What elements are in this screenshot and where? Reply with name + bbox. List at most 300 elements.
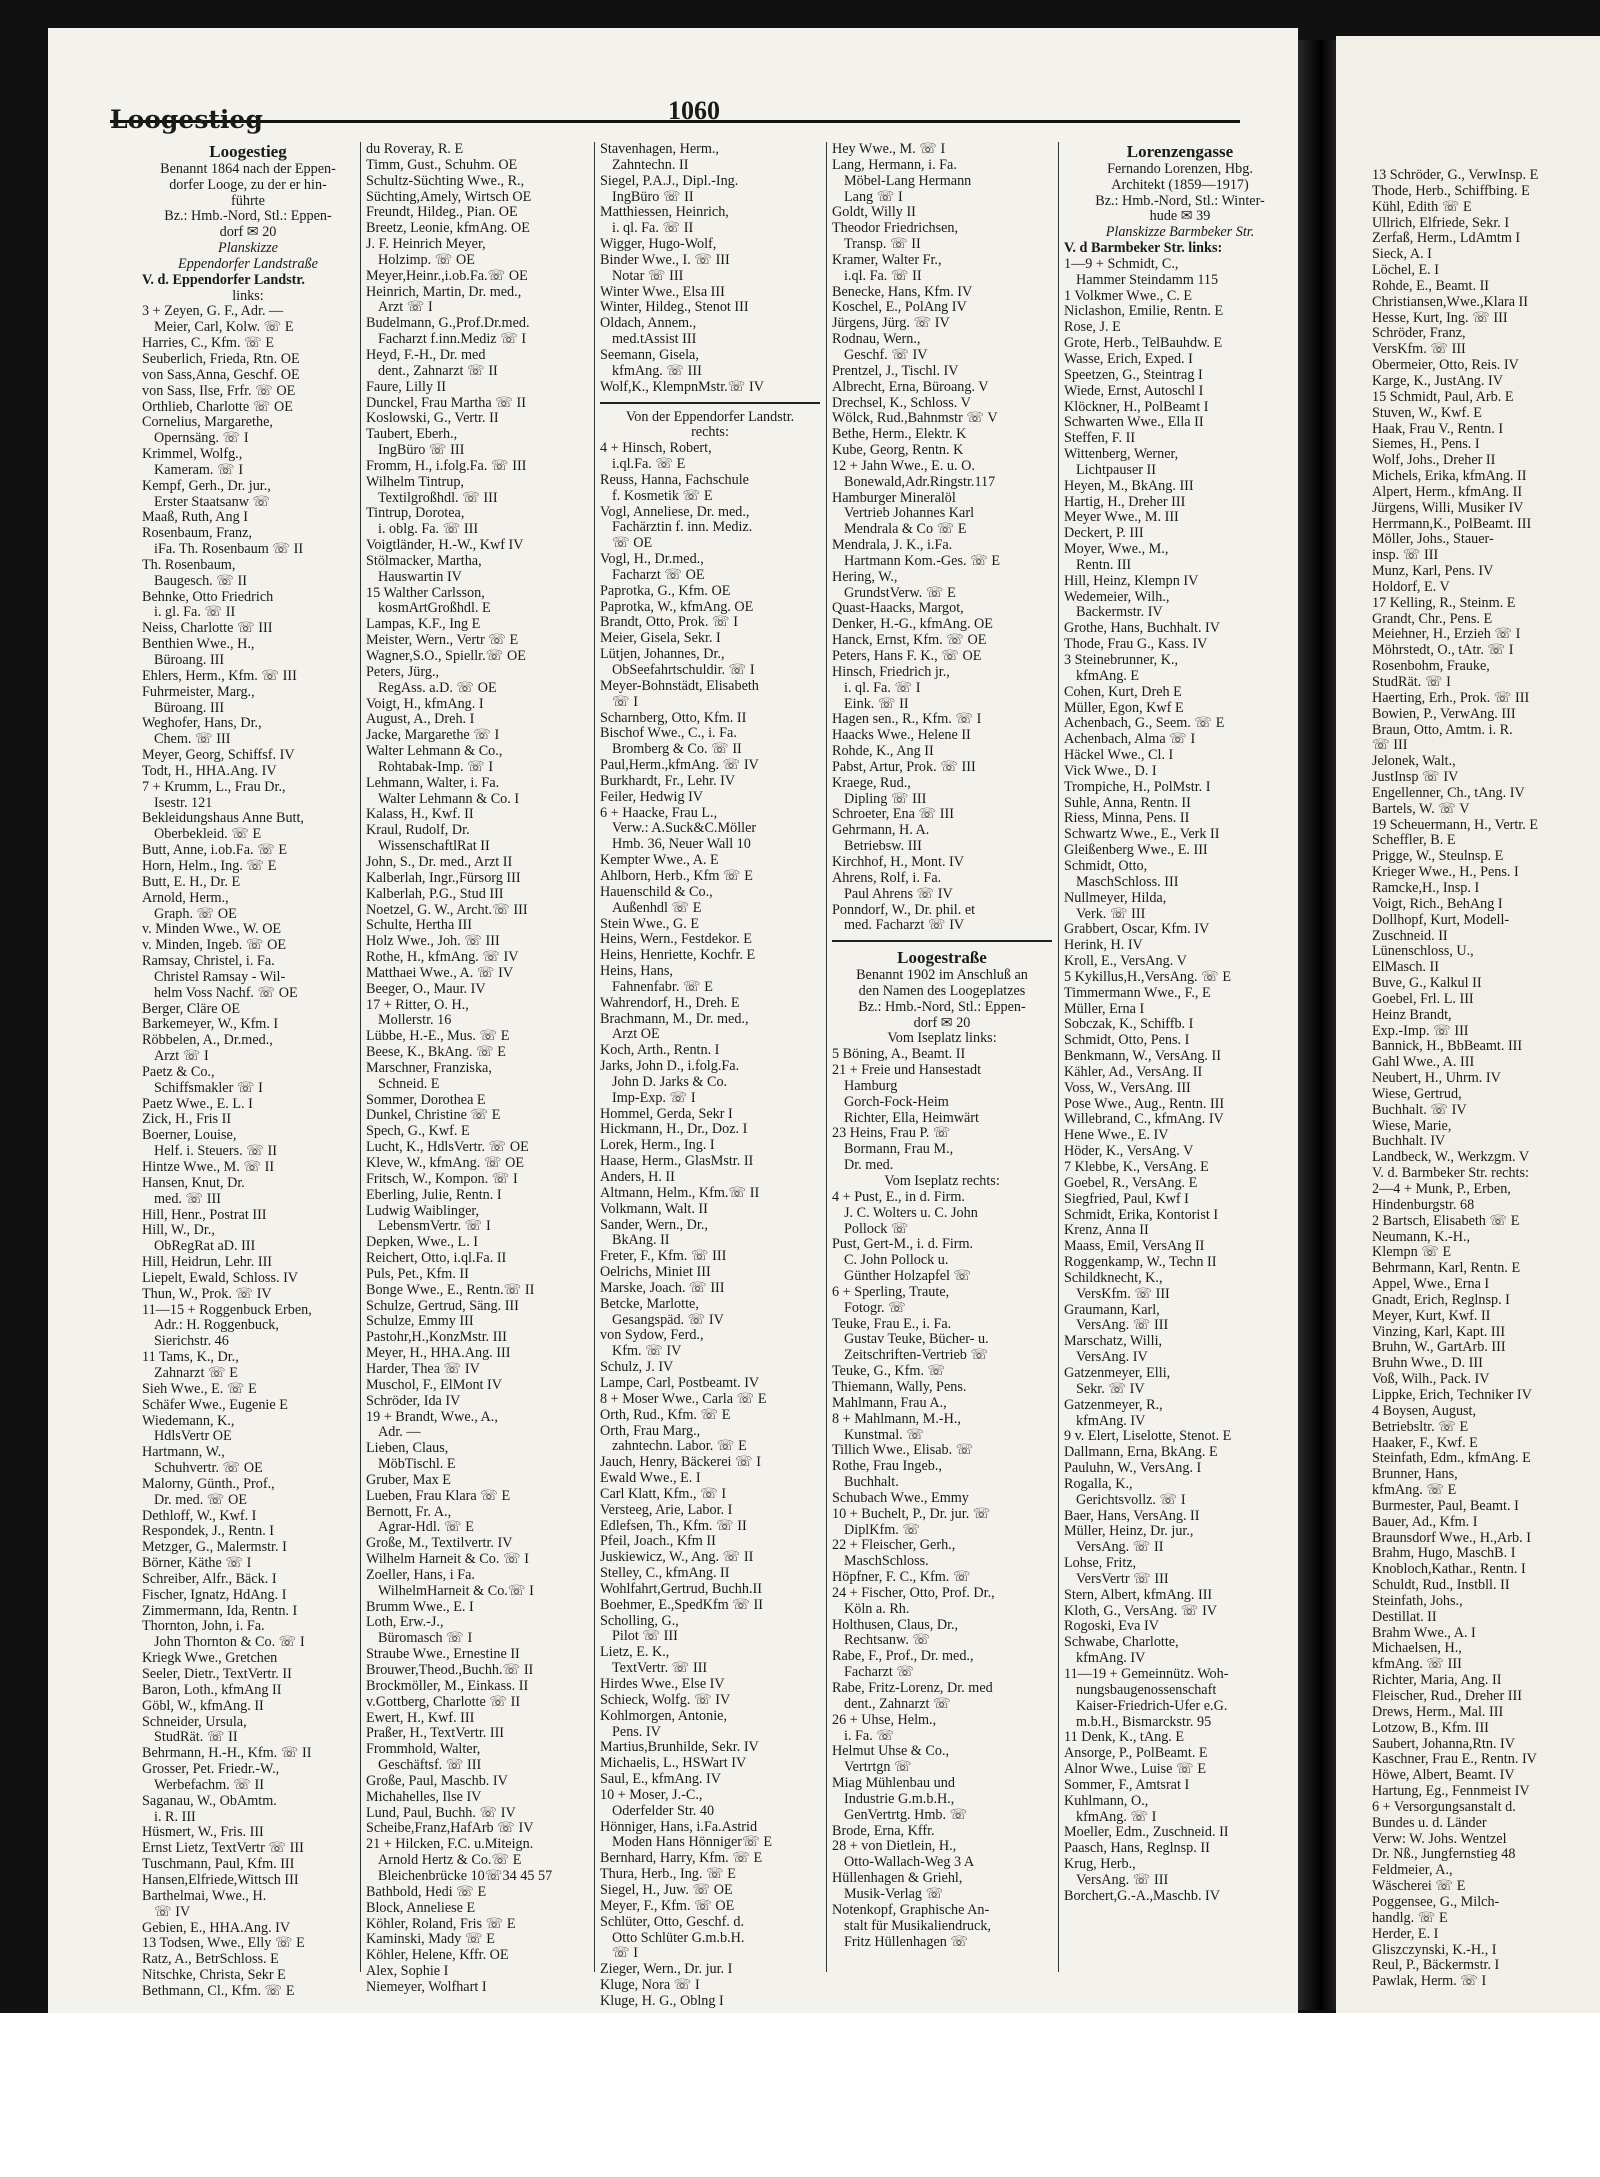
directory-entry: Holdorf, E. V: [1372, 578, 1450, 595]
directory-entry: Martius,Brunhilde, Sekr. IV: [600, 1739, 759, 1756]
directory-entry: Schröder, Ida IV: [366, 1392, 461, 1409]
directory-entry: Kaiser-Friedrich-Ufer e.G.: [1076, 1697, 1228, 1714]
directory-entry: Respondek, J., Rentn. I: [142, 1523, 275, 1540]
directory-entry: ElMasch. II: [1372, 959, 1439, 976]
directory-entry: Verk. ☏ III: [1076, 905, 1146, 922]
directory-entry: Koch, Arth., Rentn. I: [600, 1042, 720, 1059]
directory-entry: Paul,Herm.,kfmAng. ☏ IV: [600, 757, 759, 774]
directory-entry: Höder, K., VersAng. V: [1064, 1143, 1194, 1160]
directory-entry: Noetzel, G. W., Archt.☏ III: [366, 901, 528, 918]
directory-entry: John Thornton & Co. ☏ I: [154, 1634, 305, 1651]
directory-entry: Paetz Wwe., E. L. I: [142, 1095, 253, 1112]
directory-entry: Hintze Wwe., M. ☏ II: [142, 1159, 275, 1175]
directory-entry: Hanck, Ernst, Kfm. ☏ OE: [832, 632, 987, 649]
directory-entry: Vogl, H., Dr.med.,: [600, 551, 704, 568]
directory-entry: Bruhn Wwe., D. III: [1372, 1355, 1483, 1372]
directory-entry: Weghofer, Hans, Dr.,: [142, 715, 262, 732]
directory-entry: Fromm, H., i.folg.Fa. ☏ III: [366, 457, 527, 474]
directory-entry: Wiedemann, K.,: [142, 1412, 235, 1429]
page-title: Loogestieg: [110, 105, 263, 134]
directory-entry: Fischer, Ignatz, HdAng. I: [142, 1586, 287, 1603]
directory-entry: Meier, Carl, Kolw. ☏ E: [154, 319, 294, 336]
directory-entry: Mahlmann, Frau A.,: [832, 1394, 947, 1411]
directory-entry: Stölmacker, Martha,: [366, 552, 482, 569]
directory-entry: Bz.: Hmb.-Nord, Stl.: Eppen-: [164, 208, 332, 225]
directory-entry: Pust, Gert-M., i. d. Firm.: [832, 1236, 974, 1253]
directory-entry: Ludwig Waiblinger,: [366, 1202, 480, 1219]
directory-entry: Lehmann, Walter, i. Fa.: [366, 774, 500, 791]
directory-entry: StudRät. ☏ I: [1372, 674, 1451, 690]
directory-entry: Siegfried, Paul, Kwf I: [1064, 1190, 1189, 1207]
directory-entry: Köhler, Helene, Kffr. OE: [366, 1947, 509, 1964]
directory-entry: 24 + Fischer, Otto, Prof. Dr.,: [832, 1584, 995, 1601]
directory-entry: Schröder, Franz,: [1372, 325, 1466, 342]
directory-entry: stalt für Musikaliendruck,: [844, 1917, 991, 1934]
directory-entry: 21 + Hilcken, F.C. u.Miteign.: [366, 1836, 534, 1853]
directory-entry: Reichert, Otto, i.ql.Fa. II: [366, 1250, 507, 1267]
directory-entry: Paetz & Co.,: [142, 1063, 215, 1080]
directory-entry: Block, Anneliese E: [366, 1899, 476, 1916]
directory-entry: Volkmann, Walt. II: [600, 1200, 708, 1217]
directory-entry: Rohde, K., Ang II: [832, 743, 934, 760]
directory-entry: Bethmann, Cl., Kfm. ☏ E: [142, 1982, 295, 1999]
directory-entry: Cornelius, Margarethe,: [142, 414, 273, 431]
directory-entry: Verw: W. Johs. Wentzel: [1372, 1830, 1507, 1847]
directory-entry: Tillich Wwe., Elisab. ☏: [832, 1442, 974, 1459]
directory-entry: Bonewald,Adr.Ringstr.117: [844, 473, 996, 490]
directory-entry: Schulze, Emmy III: [366, 1313, 474, 1330]
directory-entry: Kalberlah, P.G., Stud III: [366, 885, 504, 902]
directory-entry: Musik-Verlag ☏: [844, 1885, 944, 1902]
directory-entry: Meyer Wwe., M. III: [1064, 509, 1179, 526]
directory-entry: Beese, K., BkAng. ☏ E: [366, 1044, 506, 1061]
section-rule: [600, 402, 820, 404]
directory-entry: Saganau, W., ObAmtm.: [142, 1792, 277, 1809]
directory-entry: Meister, Wern., Vertr ☏ E: [366, 632, 519, 649]
directory-entry: Lichtpauser II: [1076, 461, 1156, 478]
directory-entry: Schneid. E: [378, 1075, 440, 1092]
directory-entry: Straube Wwe., Ernestine II: [366, 1646, 520, 1663]
directory-entry: Rabe, Fritz-Lorenz, Dr. med: [832, 1680, 993, 1696]
directory-entry: Dr. Nß., Jungfernstieg 48: [1372, 1846, 1516, 1863]
directory-entry: Lampas, K.F., Ing E: [366, 616, 481, 633]
directory-entry: Thura, Herb., Ing. ☏ E: [600, 1866, 736, 1883]
directory-entry: Mendrala, J. K., i.Fa.: [832, 537, 953, 554]
directory-entry: Schulz, J. IV: [600, 1359, 674, 1376]
directory-entry: VersKfm. ☏ III: [1076, 1285, 1170, 1302]
directory-entry: Zeitschriften-Vertrieb ☏: [844, 1347, 989, 1364]
directory-entry: Klöckner, H., PolBeamt I: [1064, 398, 1209, 415]
directory-entry: Stavenhagen, Herm.,: [600, 141, 719, 157]
directory-entry: Heins, Wern., Festdekor. E: [600, 931, 752, 948]
directory-entry: Adr. —: [378, 1424, 421, 1441]
directory-entry: Betcke, Marlotte,: [600, 1295, 699, 1312]
directory-entry: Rogoski, Eva IV: [1064, 1618, 1159, 1635]
directory-entry: Büroang. III: [154, 652, 225, 668]
directory-entry: Büroang. III: [154, 699, 225, 716]
directory-entry: Thode, Herb., Schiffbing. E: [1372, 182, 1530, 199]
directory-entry: Brouwer,Theod.,Buchh.☏ II: [366, 1662, 534, 1678]
directory-entry: Klempn ☏ E: [1372, 1244, 1452, 1261]
directory-entry: Rose, J. E: [1064, 319, 1121, 336]
directory-entry: Otto-Wallach-Weg 3 A: [844, 1854, 975, 1871]
directory-entry: Wölck, Rud.,Bahnmstr ☏ V: [832, 410, 998, 427]
directory-entry: Benkmann, W., VersAng. II: [1064, 1048, 1221, 1065]
directory-entry: Sieck, A. I: [1372, 246, 1432, 263]
directory-entry: Freundt, Hildeg., Pian. OE: [366, 204, 518, 221]
directory-entry: Bruhn, W., GartArb. III: [1372, 1339, 1506, 1356]
directory-entry: StudRät. ☏ II: [154, 1729, 238, 1746]
directory-entry: Müller, Egon, Kwf E: [1064, 699, 1184, 716]
directory-entry: Nullmeyer, Hilda,: [1064, 889, 1167, 906]
directory-entry: kfmAng. IV: [1076, 1412, 1146, 1429]
directory-entry: Industrie G.m.b.H.,: [844, 1790, 955, 1807]
directory-entry: Bz.: Hmb.-Nord, Stl.: Winter-: [1095, 192, 1265, 209]
directory-entry: Bormann, Frau M.,: [844, 1141, 954, 1158]
directory-entry: Hauswartin IV: [378, 568, 462, 585]
directory-entry: Sommer, Dorothea E: [366, 1091, 486, 1108]
directory-entry: Höwe, Albert, Beamt. IV: [1372, 1767, 1515, 1784]
directory-entry: Börner, Käthe ☏ I: [142, 1555, 252, 1572]
directory-entry: Pabst, Artur, Prok. ☏ III: [832, 758, 976, 775]
directory-entry: Pose Wwe., Aug., Rentn. III: [1064, 1095, 1225, 1112]
directory-entry: ☏ I: [612, 1945, 639, 1962]
directory-entry: Kaminski, Mady ☏ E: [366, 1931, 495, 1948]
directory-entry: MaschSchloss.: [844, 1553, 929, 1570]
directory-entry: Jauch, Henry, Bäckerei ☏ I: [600, 1454, 761, 1471]
directory-entry: Krug, Herb.,: [1064, 1856, 1136, 1873]
directory-entry: Isestr. 121: [154, 794, 213, 811]
directory-entry: dent., Zahnarzt ☏ II: [378, 362, 498, 379]
directory-entry: kfmAng. ☏ III: [1372, 1656, 1462, 1673]
directory-entry: Zuschneid. II: [1372, 927, 1448, 944]
directory-entry: Voigtländer, H.-W., Kwf IV: [366, 537, 524, 554]
directory-entry: Th. Rosenbaum,: [142, 556, 236, 573]
directory-entry: Lampe, Carl, Postbeamt. IV: [600, 1374, 760, 1391]
directory-entry: handlg. ☏ E: [1372, 1909, 1448, 1926]
directory-entry: Fritsch, W., Kompon. ☏ I: [366, 1170, 518, 1187]
directory-entry: Brunner, Hans,: [1372, 1466, 1458, 1483]
directory-entry: Poggensee, G., Milch-: [1372, 1893, 1500, 1910]
directory-entry: Meyer-Bohnstädt, Elisabeth: [600, 677, 759, 694]
directory-entry: 6 + Sperling, Traute,: [832, 1283, 950, 1300]
next-page-column: [1372, 168, 1592, 1998]
directory-entry: Juskiewicz, W., Ang. ☏ II: [600, 1549, 754, 1566]
directory-entry: Behrmann, Karl, Rentn. E: [1372, 1260, 1521, 1277]
directory-entry: Wolf, Johs., Dreher II: [1372, 452, 1496, 469]
directory-entry: Wigger, Hugo-Wolf,: [600, 236, 717, 253]
directory-entry: 12 + Jahn Wwe., E. u. O.: [832, 457, 975, 474]
directory-entry: Binder Wwe., I. ☏ III: [600, 251, 730, 268]
directory-entry: 2 Bartsch, Elisabeth ☏ E: [1372, 1212, 1520, 1229]
directory-entry: Michaelis, L., HSWart IV: [600, 1755, 747, 1772]
directory-entry: Rohtabak-Imp. ☏ I: [378, 758, 494, 775]
directory-entry: Meyer, Georg, Schiffsf. IV: [142, 747, 295, 764]
directory-entry: Gliszczynski, K.-H., I: [1372, 1941, 1497, 1958]
directory-entry: Dr. med.: [844, 1157, 894, 1174]
directory-entry: Alpert, Herm., kfmAng. II: [1372, 483, 1523, 500]
directory-entry: Walter Lehmann & Co.,: [366, 743, 503, 760]
directory-entry: Wagner,S.O., Spiellr.☏ OE: [366, 648, 526, 664]
directory-entry: Schlüter, Otto, Geschf. d.: [600, 1913, 745, 1930]
directory-entry: Benecke, Hans, Kfm. IV: [832, 283, 973, 300]
column-divider: [360, 142, 361, 1972]
directory-entry: rechts:: [691, 424, 729, 441]
directory-entry: Stein Wwe., G. E: [600, 915, 700, 932]
directory-entry: Holzimp. ☏ OE: [378, 251, 475, 268]
directory-entry: Schmidt, Erika, Kontorist I: [1064, 1206, 1219, 1223]
directory-entry: Arzt OE: [612, 1026, 660, 1043]
directory-entry: Ansorge, P., PolBeamt. E: [1064, 1745, 1208, 1762]
directory-entry: 4 + Hinsch, Robert,: [600, 440, 712, 457]
directory-entry: Bartels, W. ☏ V: [1372, 800, 1470, 817]
directory-entry: Wohlfahrt,Gertrud, Buchh.II: [600, 1580, 762, 1597]
directory-entry: Haase, Herm., GlasMstr. II: [600, 1153, 754, 1170]
directory-entry: Jürgens, Willi, Musiker IV: [1372, 499, 1524, 516]
directory-entry: Ahlborn, Herb., Kfm ☏ E: [600, 867, 753, 884]
directory-entry: Hindenburgstr. 68: [1372, 1196, 1475, 1213]
directory-entry: VersAng. IV: [1076, 1349, 1148, 1366]
directory-entry: Brahm Wwe., A. I: [1372, 1624, 1476, 1641]
directory-entry: Kalberlah, Ingr.,Fürsorg III: [366, 869, 521, 886]
directory-entry: Grandt, Chr., Pens. E: [1372, 610, 1493, 627]
directory-entry: Destillat. II: [1372, 1608, 1437, 1625]
directory-entry: Meyer, H., HHA.Ang. III: [366, 1345, 511, 1362]
directory-entry: Tuschmann, Paul, Kfm. III: [142, 1856, 295, 1873]
directory-entry: Deckert, P. III: [1064, 525, 1144, 542]
directory-entry: Sierichstr. 46: [154, 1333, 229, 1350]
directory-entry: 7 Klebbe, K., VersAng. E: [1064, 1159, 1209, 1175]
directory-entry: Miag Mühlenbau und: [832, 1775, 955, 1792]
directory-entry: Buchhalt. IV: [1372, 1133, 1446, 1150]
directory-entry: Backermstr. IV: [1076, 604, 1163, 621]
directory-entry: Zick, H., Fris II: [142, 1111, 232, 1128]
directory-entry: 1—9 + Schmidt, C.,: [1064, 255, 1179, 272]
directory-entry: Notenkopf, Graphische An-: [832, 1901, 990, 1918]
directory-entry: Sekr. ☏ IV: [1076, 1380, 1145, 1397]
directory-entry: Ewald Wwe., E. I: [600, 1470, 701, 1487]
directory-entry: Kloth, G., VersAng. ☏ IV: [1064, 1602, 1218, 1619]
directory-entry: Orth, Rud., Kfm. ☏ E: [600, 1406, 731, 1423]
directory-entry: Kluge, Nora ☏ I: [600, 1977, 700, 1994]
directory-entry: Hesse, Kurt, Ing. ☏ III: [1372, 309, 1508, 326]
street-heading: Loogestieg: [209, 142, 287, 161]
directory-entry: v. Minden, Ingeb. ☏ OE: [142, 937, 287, 954]
directory-entry: Dethloff, W., Kwf. I: [142, 1507, 257, 1524]
directory-entry: Niemeyer, Wolfhart I: [366, 1978, 487, 1995]
directory-entry: ☏ OE: [612, 535, 653, 552]
directory-entry: Hill, Heidrun, Lehr. III: [142, 1254, 273, 1271]
directory-entry: kfmAng. IV: [1076, 1650, 1146, 1667]
directory-entry: Ponndorf, W., Dr. phil. et: [832, 901, 976, 918]
directory-entry: V. d Barmbeker Str. links:: [1064, 240, 1223, 257]
directory-entry: Erster Staatsanw ☏: [154, 493, 271, 510]
directory-entry: Scheibe,Franz,HafArb ☏ IV: [366, 1820, 534, 1837]
directory-entry: Imp-Exp. ☏ I: [612, 1089, 696, 1106]
directory-entry: Große, M., Textilvertr. IV: [366, 1535, 513, 1552]
directory-entry: Quast-Haacks, Margot,: [832, 600, 964, 617]
directory-entry: Hartung, Eg., Fennmeist IV: [1372, 1783, 1530, 1800]
directory-entry: Suhle, Anna, Rentn. II: [1064, 794, 1191, 811]
directory-entry: Achenbach, G., Seem. ☏ E: [1064, 715, 1225, 732]
directory-entry: Christiansen,Wwe.,Klara II: [1372, 293, 1529, 310]
directory-entry: Seeler, Dietr., TextVertr. II: [142, 1666, 292, 1682]
directory-entry: dorfer Looge, zu der er hin-: [169, 176, 327, 193]
directory-entry: von Sass,Anna, Geschf. OE: [142, 366, 300, 383]
directory-entry: Oderfelder Str. 40: [612, 1802, 715, 1819]
directory-entry: J. C. Wolters u. C. John: [844, 1204, 978, 1221]
directory-entry: Ahrens, Rolf, i. Fa.: [832, 869, 942, 886]
directory-entry: Winter Wwe., Elsa III: [600, 283, 725, 300]
directory-entry: Gatzenmeyer, Elli,: [1064, 1364, 1171, 1381]
directory-entry: Frommhold, Walter,: [366, 1741, 481, 1758]
directory-entry: Fotogr. ☏: [844, 1299, 906, 1316]
directory-entry: Graph. ☏ OE: [154, 905, 237, 922]
directory-entry: Fuhrmeister, Marg.,: [142, 683, 255, 700]
directory-entry: Bromberg & Co. ☏ II: [612, 741, 742, 758]
directory-entry: Haak, Frau V., Rentn. I: [1372, 420, 1504, 437]
directory-entry: Schulze, Gertrud, Säng. III: [366, 1297, 519, 1314]
directory-entry: Christel Ramsay - Wil-: [154, 968, 286, 985]
directory-entry: Betriebsltr. ☏ E: [1372, 1418, 1469, 1435]
directory-entry: Grosser, Pet. Friedr.-W.,: [142, 1761, 280, 1778]
directory-entry: 19 + Brandt, Wwe., A.,: [366, 1408, 498, 1425]
directory-entry: Notar ☏ III: [612, 267, 684, 284]
directory-entry: Barkemeyer, W., Kfm. I: [142, 1016, 279, 1033]
directory-entry: Hartmann, W.,: [142, 1444, 225, 1461]
directory-entry: kfmAng. ☏ III: [612, 362, 702, 379]
directory-entry: Kähler, Ad., VersAng. II: [1064, 1063, 1203, 1080]
directory-entry: Marschatz, Willi,: [1064, 1333, 1163, 1350]
directory-entry: Butt, E. H., Dr. E: [142, 873, 241, 890]
directory-entry: Kluge, H. G., Oblng I: [600, 1992, 724, 2009]
directory-entry: Voss, W., VersAng. III: [1064, 1079, 1191, 1096]
directory-entry: Richter, Ella, Heimwärt: [844, 1109, 979, 1126]
directory-entry: Brandt, Otto, Prok. ☏ I: [600, 614, 738, 631]
directory-entry: Schwarten Wwe., Ella II: [1064, 414, 1204, 431]
directory-entry: Wahrendorf, H., Dreh. E: [600, 994, 740, 1011]
directory-entry: Sieh Wwe., E. ☏ E: [142, 1380, 257, 1397]
directory-entry: iFa. Th. Rosenbaum ☏ II: [154, 541, 304, 558]
directory-entry: Timmermann Wwe., F., E: [1064, 984, 1211, 1001]
directory-entry: Orthlieb, Charlotte ☏ OE: [142, 398, 293, 415]
directory-entry: Riess, Minna, Pens. II: [1064, 810, 1190, 827]
directory-entry: Heins, Henriette, Kochfr. E: [600, 947, 756, 964]
directory-entry: Rosenbaum, Franz,: [142, 525, 252, 542]
directory-entry: ☏ I: [612, 693, 639, 710]
directory-entry: Wilhelm Harneit & Co. ☏ I: [366, 1551, 529, 1568]
directory-entry: Benannt 1902 im Anschluß an: [856, 967, 1028, 984]
directory-entry: Freter, F., Kfm. ☏ III: [600, 1248, 727, 1265]
directory-entry: Michels, Erika, kfmAng. II: [1372, 468, 1527, 485]
directory-entry: Verw.: A.Suck&C.Möller: [612, 820, 757, 837]
directory-entry: Grothe, Hans, Buchhalt. IV: [1064, 620, 1221, 637]
directory-entry: Moyer, Wwe., M.,: [1064, 541, 1169, 558]
directory-entry: Pfeil, Joach., Kfm II: [600, 1533, 716, 1550]
directory-entry: Carl Klatt, Kfm., ☏ I: [600, 1485, 727, 1502]
directory-entry: Gerichtsvollz. ☏ I: [1076, 1491, 1186, 1508]
directory-entry: Goebel, R., VersAng. E: [1064, 1174, 1198, 1191]
directory-entry: Steinfath, Edm., kfmAng. E: [1372, 1450, 1531, 1467]
directory-entry: Hey Wwe., M. ☏ I: [832, 141, 946, 157]
directory-entry: i. ql. Fa. ☏ I: [844, 679, 921, 696]
directory-entry: Wedemeier, Wilh.,: [1064, 588, 1170, 605]
directory-entry: Dipling ☏ III: [844, 790, 927, 807]
directory-entry: Paprotka, G., Kfm. OE: [600, 582, 731, 599]
directory-entry: GenVertrtg. Hmb. ☏: [844, 1806, 968, 1823]
directory-entry: 5 Böning, A., Beamt. II: [832, 1046, 966, 1063]
directory-entry: Berger, Cläre OE: [142, 1000, 241, 1017]
directory-entry: Heyd, F.-H., Dr. med: [366, 346, 486, 363]
directory-entry: Herink, H. IV: [1064, 937, 1143, 954]
directory-entry: Steffen, F. II: [1064, 430, 1136, 447]
directory-entry: Hill, W., Dr.,: [142, 1222, 215, 1239]
directory-entry: Saubert, Johanna,Rtn. IV: [1372, 1735, 1516, 1752]
directory-entry: Ernst Lietz, TextVertr ☏ III: [142, 1840, 304, 1857]
directory-entry: Bischof Wwe., C., i. Fa.: [600, 725, 737, 742]
directory-entry: Benannt 1864 nach der Eppen-: [160, 160, 336, 177]
directory-entry: IngBüro ☏ III: [378, 442, 465, 459]
directory-entry: Praßer, H., TextVertr. III: [366, 1725, 505, 1742]
directory-entry: Jarks, John D., i.folg.Fa.: [600, 1058, 740, 1075]
directory-entry: Benthien Wwe., H.,: [142, 636, 255, 653]
directory-entry: Peters, Jürg.,: [366, 663, 440, 680]
directory-entry: Vertrtgn ☏: [844, 1759, 912, 1776]
directory-entry: Moden Hans Hönniger☏ E: [612, 1834, 772, 1851]
directory-entry: Dunckel, Frau Martha ☏ II: [366, 394, 526, 411]
directory-entry: 21 + Freie und Hansestadt: [832, 1062, 982, 1079]
directory-entry: Hönniger, Hans, i.Fa.Astrid: [600, 1818, 758, 1835]
directory-entry: Cohen, Kurt, Dreh E: [1064, 683, 1182, 700]
directory-entry: Ullrich, Elfriede, Sekr. I: [1372, 214, 1510, 231]
directory-entry: Richter, Maria, Ang. II: [1372, 1672, 1502, 1689]
directory-entry: TextVertr. ☏ III: [612, 1660, 708, 1677]
directory-entry: Schäfer Wwe., Eugenie E: [142, 1396, 288, 1413]
directory-entry: Braun, Otto, Amtm. i. R.: [1372, 721, 1513, 738]
directory-entry: Eberling, Julie, Rentn. I: [366, 1186, 502, 1203]
directory-entry: 3 Steinebrunner, K.,: [1064, 652, 1179, 668]
directory-entry: Theodor Friedrichsen,: [832, 220, 959, 237]
directory-entry: 11—19 + Gemeinnütz. Woh-: [1064, 1666, 1229, 1682]
directory-entry: 6 + Haacke, Frau L.,: [600, 804, 718, 821]
directory-entry: v. Minden Wwe., W. OE: [142, 921, 282, 938]
directory-entry: Behnke, Otto Friedrich: [142, 588, 274, 605]
directory-entry: Metzger, G., Malermstr. I: [142, 1539, 287, 1556]
directory-entry: Reul, P., Bäckermstr. I: [1372, 1957, 1500, 1974]
directory-entry: Hering, W.,: [832, 568, 898, 585]
directory-entry: Arzt ☏ I: [154, 1048, 209, 1065]
directory-entry: Wiese, Gertrud,: [1372, 1085, 1462, 1102]
directory-entry: Herrmann,K., PolBeamt. III: [1372, 515, 1532, 532]
directory-entry: Zahnarzt ☏ E: [154, 1364, 238, 1381]
directory-entry: Arnold, Herm.,: [142, 889, 229, 906]
directory-entry: Spech, G., Kwf. E: [366, 1123, 470, 1140]
directory-entry: 7 + Krumm, L., Frau Dr.,: [142, 778, 286, 795]
directory-entry: 13 Schröder, G., VerwInsp. E: [1372, 167, 1539, 183]
directory-entry: Scholling, G.,: [600, 1612, 679, 1629]
directory-entry: Zerfaß, Herm., LdAmtm I: [1372, 230, 1521, 247]
directory-entry: Matthiessen, Heinrich,: [600, 204, 729, 221]
directory-column-2: [366, 141, 588, 1995]
directory-entry: Kube, Georg, Rentn. K: [832, 442, 964, 459]
directory-entry: VersAng. ☏ III: [1076, 1317, 1169, 1334]
directory-entry: Hmb. 36, Neuer Wall 10: [612, 836, 751, 853]
directory-entry: Gorch-Fock-Heim: [844, 1093, 949, 1110]
directory-entry: 23 Heins, Frau P. ☏: [832, 1125, 951, 1142]
directory-entry: Edlefsen, Th., Kfm. ☏ II: [600, 1517, 747, 1534]
directory-entry: Brode, Erna, Kffr.: [832, 1822, 935, 1839]
directory-entry: Marske, Joach. ☏ III: [600, 1279, 725, 1296]
